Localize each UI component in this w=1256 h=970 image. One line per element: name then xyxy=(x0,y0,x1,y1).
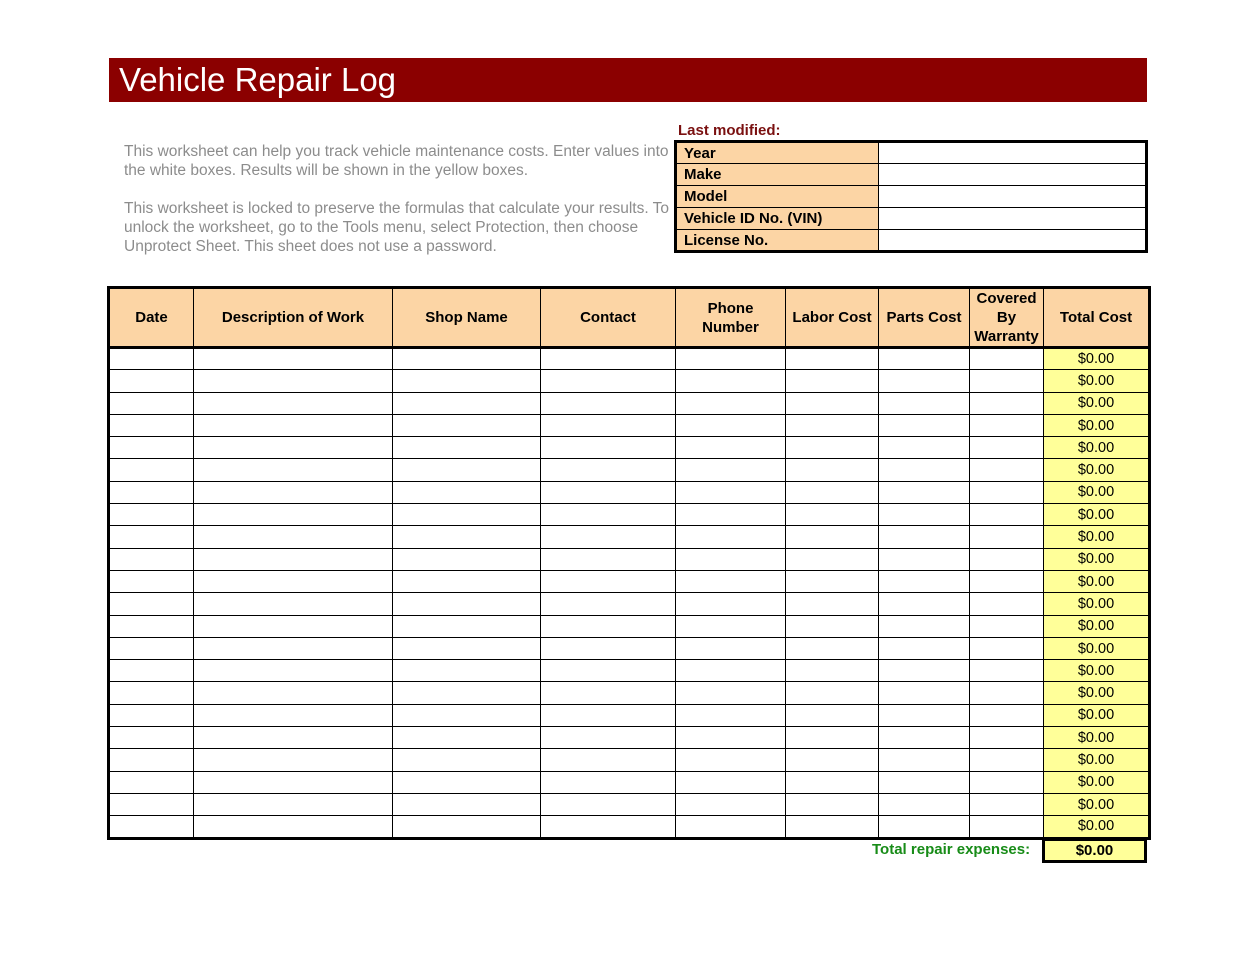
parts-cost-cell[interactable] xyxy=(879,414,970,436)
warranty-cell[interactable] xyxy=(970,682,1044,704)
phone-cell[interactable] xyxy=(676,727,786,749)
date-cell[interactable] xyxy=(109,481,194,503)
shop-name-cell[interactable] xyxy=(393,749,541,771)
table-row xyxy=(109,682,1150,704)
labor-cost-cell[interactable] xyxy=(786,615,879,637)
header-warranty: Covered By Warranty xyxy=(970,288,1044,348)
phone-cell[interactable] xyxy=(676,348,786,370)
labor-cost-cell[interactable] xyxy=(786,370,879,392)
labor-cost-cell[interactable] xyxy=(786,392,879,414)
row-total-cell: $0.00 xyxy=(1044,459,1150,481)
table-row xyxy=(109,637,1150,659)
labor-cost-cell[interactable] xyxy=(786,771,879,793)
header-contact: Contact xyxy=(541,288,676,348)
parts-cost-cell[interactable] xyxy=(879,526,970,548)
table-row xyxy=(109,370,1150,392)
warranty-cell[interactable] xyxy=(970,749,1044,771)
date-cell[interactable] xyxy=(109,793,194,815)
labor-cost-cell[interactable] xyxy=(786,348,879,370)
contact-cell[interactable] xyxy=(541,348,676,370)
make-input[interactable] xyxy=(879,164,1147,186)
log-header-row xyxy=(109,288,1150,348)
shop-name-cell[interactable] xyxy=(393,637,541,659)
row-total-cell: $0.00 xyxy=(1044,570,1150,592)
labor-cost-cell[interactable] xyxy=(786,704,879,726)
vehicle-info-row xyxy=(676,142,1147,164)
date-cell[interactable] xyxy=(109,593,194,615)
labor-cost-cell[interactable] xyxy=(786,593,879,615)
labor-cost-cell[interactable] xyxy=(786,414,879,436)
contact-cell[interactable] xyxy=(541,727,676,749)
vehicle-info-row xyxy=(676,230,1147,252)
description-cell[interactable] xyxy=(194,749,393,771)
phone-cell[interactable] xyxy=(676,615,786,637)
description-cell[interactable] xyxy=(194,392,393,414)
header-date: Date xyxy=(109,288,194,348)
warranty-cell[interactable] xyxy=(970,437,1044,459)
phone-cell[interactable] xyxy=(676,526,786,548)
table-row xyxy=(109,727,1150,749)
row-total-cell: $0.00 xyxy=(1044,548,1150,570)
contact-cell[interactable] xyxy=(541,749,676,771)
warranty-cell[interactable] xyxy=(970,481,1044,503)
warranty-cell[interactable] xyxy=(970,593,1044,615)
contact-cell[interactable] xyxy=(541,816,676,838)
description-cell[interactable] xyxy=(194,481,393,503)
parts-cost-cell[interactable] xyxy=(879,459,970,481)
shop-name-cell[interactable] xyxy=(393,615,541,637)
shop-name-cell[interactable] xyxy=(393,660,541,682)
contact-cell[interactable] xyxy=(541,370,676,392)
vehicle-info-row xyxy=(676,208,1147,230)
description-cell[interactable] xyxy=(194,593,393,615)
row-total-cell: $0.00 xyxy=(1044,348,1150,370)
labor-cost-cell[interactable] xyxy=(786,682,879,704)
date-cell[interactable] xyxy=(109,348,194,370)
intro-text xyxy=(124,142,672,275)
table-row xyxy=(109,771,1150,793)
labor-cost-cell[interactable] xyxy=(786,749,879,771)
date-cell[interactable] xyxy=(109,459,194,481)
description-cell[interactable] xyxy=(194,727,393,749)
shop-name-cell[interactable] xyxy=(393,593,541,615)
table-row xyxy=(109,348,1150,370)
description-cell[interactable] xyxy=(194,370,393,392)
parts-cost-cell[interactable] xyxy=(879,793,970,815)
warranty-cell[interactable] xyxy=(970,793,1044,815)
date-cell[interactable] xyxy=(109,526,194,548)
description-cell[interactable] xyxy=(194,793,393,815)
parts-cost-cell[interactable] xyxy=(879,481,970,503)
description-cell[interactable] xyxy=(194,437,393,459)
table-row xyxy=(109,459,1150,481)
table-row xyxy=(109,526,1150,548)
table-row xyxy=(109,437,1150,459)
description-cell[interactable] xyxy=(194,459,393,481)
labor-cost-cell[interactable] xyxy=(786,793,879,815)
contact-cell[interactable] xyxy=(541,593,676,615)
shop-name-cell[interactable] xyxy=(393,370,541,392)
shop-name-cell[interactable] xyxy=(393,437,541,459)
date-cell[interactable] xyxy=(109,504,194,526)
shop-name-cell[interactable] xyxy=(393,414,541,436)
vin-input[interactable] xyxy=(879,208,1147,230)
repair-log-table xyxy=(107,286,1151,840)
phone-cell[interactable] xyxy=(676,392,786,414)
row-total-cell: $0.00 xyxy=(1044,526,1150,548)
shop-name-cell[interactable] xyxy=(393,816,541,838)
shop-name-cell[interactable] xyxy=(393,682,541,704)
date-cell[interactable] xyxy=(109,727,194,749)
contact-cell[interactable] xyxy=(541,548,676,570)
date-cell[interactable] xyxy=(109,771,194,793)
warranty-cell[interactable] xyxy=(970,637,1044,659)
labor-cost-cell[interactable] xyxy=(786,570,879,592)
row-total-cell: $0.00 xyxy=(1044,414,1150,436)
shop-name-cell[interactable] xyxy=(393,459,541,481)
parts-cost-cell[interactable] xyxy=(879,637,970,659)
parts-cost-cell[interactable] xyxy=(879,370,970,392)
description-cell[interactable] xyxy=(194,548,393,570)
table-row xyxy=(109,504,1150,526)
table-row xyxy=(109,481,1150,503)
labor-cost-cell[interactable] xyxy=(786,459,879,481)
row-total-cell: $0.00 xyxy=(1044,727,1150,749)
table-row xyxy=(109,570,1150,592)
total-expenses-value: $0.00 xyxy=(1042,838,1147,863)
intro-paragraph-1: This worksheet can help you track vehicle maintenance costs. Enter values into the white boxes. Results will be shown in the yellow boxes. xyxy=(124,143,669,179)
vehicle-info-table xyxy=(674,140,1148,253)
vehicle-info-row xyxy=(676,164,1147,186)
labor-cost-cell[interactable] xyxy=(786,504,879,526)
header-phone-number: Phone Number xyxy=(676,288,786,348)
contact-cell[interactable] xyxy=(541,504,676,526)
parts-cost-cell[interactable] xyxy=(879,504,970,526)
parts-cost-cell[interactable] xyxy=(879,816,970,838)
description-cell[interactable] xyxy=(194,637,393,659)
phone-cell[interactable] xyxy=(676,749,786,771)
shop-name-cell[interactable] xyxy=(393,727,541,749)
parts-cost-cell[interactable] xyxy=(879,704,970,726)
shop-name-cell[interactable] xyxy=(393,548,541,570)
description-cell[interactable] xyxy=(194,615,393,637)
labor-cost-cell[interactable] xyxy=(786,437,879,459)
phone-cell[interactable] xyxy=(676,504,786,526)
labor-cost-cell[interactable] xyxy=(786,526,879,548)
phone-cell[interactable] xyxy=(676,370,786,392)
table-row xyxy=(109,548,1150,570)
header-total-cost: Total Cost xyxy=(1044,288,1150,348)
parts-cost-cell[interactable] xyxy=(879,727,970,749)
description-cell[interactable] xyxy=(194,771,393,793)
description-cell[interactable] xyxy=(194,682,393,704)
parts-cost-cell[interactable] xyxy=(879,749,970,771)
contact-cell[interactable] xyxy=(541,682,676,704)
date-cell[interactable] xyxy=(109,615,194,637)
license-label: License No. xyxy=(676,230,879,252)
contact-cell[interactable] xyxy=(541,793,676,815)
date-cell[interactable] xyxy=(109,660,194,682)
row-total-cell: $0.00 xyxy=(1044,816,1150,838)
contact-cell[interactable] xyxy=(541,414,676,436)
shop-name-cell[interactable] xyxy=(393,793,541,815)
contact-cell[interactable] xyxy=(541,615,676,637)
labor-cost-cell[interactable] xyxy=(786,548,879,570)
make-label: Make xyxy=(676,164,879,186)
phone-cell[interactable] xyxy=(676,682,786,704)
warranty-cell[interactable] xyxy=(970,414,1044,436)
row-total-cell: $0.00 xyxy=(1044,437,1150,459)
parts-cost-cell[interactable] xyxy=(879,615,970,637)
row-total-cell: $0.00 xyxy=(1044,704,1150,726)
parts-cost-cell[interactable] xyxy=(879,437,970,459)
row-total-cell: $0.00 xyxy=(1044,370,1150,392)
labor-cost-cell[interactable] xyxy=(786,660,879,682)
warranty-cell[interactable] xyxy=(970,392,1044,414)
warranty-cell[interactable] xyxy=(970,704,1044,726)
phone-cell[interactable] xyxy=(676,437,786,459)
description-cell[interactable] xyxy=(194,414,393,436)
table-row xyxy=(109,392,1150,414)
date-cell[interactable] xyxy=(109,704,194,726)
vehicle-info-row xyxy=(676,186,1147,208)
description-cell[interactable] xyxy=(194,704,393,726)
parts-cost-cell[interactable] xyxy=(879,348,970,370)
row-total-cell: $0.00 xyxy=(1044,392,1150,414)
parts-cost-cell[interactable] xyxy=(879,392,970,414)
parts-cost-cell[interactable] xyxy=(879,771,970,793)
description-cell[interactable] xyxy=(194,348,393,370)
row-total-cell: $0.00 xyxy=(1044,660,1150,682)
contact-cell[interactable] xyxy=(541,526,676,548)
description-cell[interactable] xyxy=(194,526,393,548)
warranty-cell[interactable] xyxy=(970,526,1044,548)
phone-cell[interactable] xyxy=(676,570,786,592)
phone-cell[interactable] xyxy=(676,704,786,726)
phone-cell[interactable] xyxy=(676,459,786,481)
parts-cost-cell[interactable] xyxy=(879,570,970,592)
header-labor-cost: Labor Cost xyxy=(786,288,879,348)
table-row xyxy=(109,615,1150,637)
shop-name-cell[interactable] xyxy=(393,504,541,526)
description-cell[interactable] xyxy=(194,816,393,838)
parts-cost-cell[interactable] xyxy=(879,548,970,570)
date-cell[interactable] xyxy=(109,370,194,392)
row-total-cell: $0.00 xyxy=(1044,749,1150,771)
vin-label: Vehicle ID No. (VIN) xyxy=(676,208,879,230)
contact-cell[interactable] xyxy=(541,481,676,503)
year-input[interactable] xyxy=(879,142,1147,164)
phone-cell[interactable] xyxy=(676,414,786,436)
contact-cell[interactable] xyxy=(541,437,676,459)
shop-name-cell[interactable] xyxy=(393,771,541,793)
description-cell[interactable] xyxy=(194,570,393,592)
contact-cell[interactable] xyxy=(541,392,676,414)
contact-cell[interactable] xyxy=(541,704,676,726)
contact-cell[interactable] xyxy=(541,660,676,682)
date-cell[interactable] xyxy=(109,414,194,436)
shop-name-cell[interactable] xyxy=(393,526,541,548)
warranty-cell[interactable] xyxy=(970,348,1044,370)
phone-cell[interactable] xyxy=(676,793,786,815)
table-row xyxy=(109,593,1150,615)
table-row xyxy=(109,414,1150,436)
shop-name-cell[interactable] xyxy=(393,348,541,370)
phone-cell[interactable] xyxy=(676,637,786,659)
total-expenses-label: Total repair expenses: xyxy=(872,841,1031,858)
date-cell[interactable] xyxy=(109,392,194,414)
warranty-cell[interactable] xyxy=(970,771,1044,793)
warranty-cell[interactable] xyxy=(970,727,1044,749)
labor-cost-cell[interactable] xyxy=(786,637,879,659)
header-shop-name: Shop Name xyxy=(393,288,541,348)
contact-cell[interactable] xyxy=(541,459,676,481)
header-parts-cost: Parts Cost xyxy=(879,288,970,348)
contact-cell[interactable] xyxy=(541,637,676,659)
contact-cell[interactable] xyxy=(541,570,676,592)
description-cell[interactable] xyxy=(194,660,393,682)
parts-cost-cell[interactable] xyxy=(879,660,970,682)
phone-cell[interactable] xyxy=(676,771,786,793)
intro-paragraph-2: This worksheet is locked to preserve the formulas that calculate your results. To unlock the worksheet, go to the Tools menu, select Protection, then choose Unprotect Sheet. This sheet does not use a password. xyxy=(124,200,670,255)
row-total-cell: $0.00 xyxy=(1044,682,1150,704)
contact-cell[interactable] xyxy=(541,771,676,793)
warranty-cell[interactable] xyxy=(970,548,1044,570)
date-cell[interactable] xyxy=(109,437,194,459)
log-body xyxy=(109,348,1150,839)
header-description: Description of Work xyxy=(194,288,393,348)
warranty-cell[interactable] xyxy=(970,660,1044,682)
labor-cost-cell[interactable] xyxy=(786,481,879,503)
phone-cell[interactable] xyxy=(676,816,786,838)
parts-cost-cell[interactable] xyxy=(879,593,970,615)
warranty-cell[interactable] xyxy=(970,615,1044,637)
phone-cell[interactable] xyxy=(676,481,786,503)
table-row xyxy=(109,816,1150,838)
row-total-cell: $0.00 xyxy=(1044,615,1150,637)
parts-cost-cell[interactable] xyxy=(879,682,970,704)
description-cell[interactable] xyxy=(194,504,393,526)
shop-name-cell[interactable] xyxy=(393,570,541,592)
page-title: Vehicle Repair Log xyxy=(109,58,1147,102)
warranty-cell[interactable] xyxy=(970,504,1044,526)
date-cell[interactable] xyxy=(109,682,194,704)
date-cell[interactable] xyxy=(109,570,194,592)
table-row xyxy=(109,749,1150,771)
labor-cost-cell[interactable] xyxy=(786,816,879,838)
last-modified-label: Last modified: xyxy=(678,122,781,139)
row-total-cell: $0.00 xyxy=(1044,593,1150,615)
shop-name-cell[interactable] xyxy=(393,704,541,726)
model-label: Model xyxy=(676,186,879,208)
row-total-cell: $0.00 xyxy=(1044,793,1150,815)
phone-cell[interactable] xyxy=(676,548,786,570)
warranty-cell[interactable] xyxy=(970,570,1044,592)
row-total-cell: $0.00 xyxy=(1044,504,1150,526)
date-cell[interactable] xyxy=(109,637,194,659)
labor-cost-cell[interactable] xyxy=(786,727,879,749)
table-row xyxy=(109,704,1150,726)
model-input[interactable] xyxy=(879,186,1147,208)
shop-name-cell[interactable] xyxy=(393,481,541,503)
shop-name-cell[interactable] xyxy=(393,392,541,414)
phone-cell[interactable] xyxy=(676,593,786,615)
row-total-cell: $0.00 xyxy=(1044,481,1150,503)
license-input[interactable] xyxy=(879,230,1147,252)
warranty-cell[interactable] xyxy=(970,459,1044,481)
table-row xyxy=(109,660,1150,682)
row-total-cell: $0.00 xyxy=(1044,771,1150,793)
date-cell[interactable] xyxy=(109,548,194,570)
table-row xyxy=(109,793,1150,815)
row-total-cell: $0.00 xyxy=(1044,637,1150,659)
phone-cell[interactable] xyxy=(676,660,786,682)
year-label: Year xyxy=(676,142,879,164)
date-cell[interactable] xyxy=(109,816,194,838)
warranty-cell[interactable] xyxy=(970,370,1044,392)
warranty-cell[interactable] xyxy=(970,816,1044,838)
date-cell[interactable] xyxy=(109,749,194,771)
